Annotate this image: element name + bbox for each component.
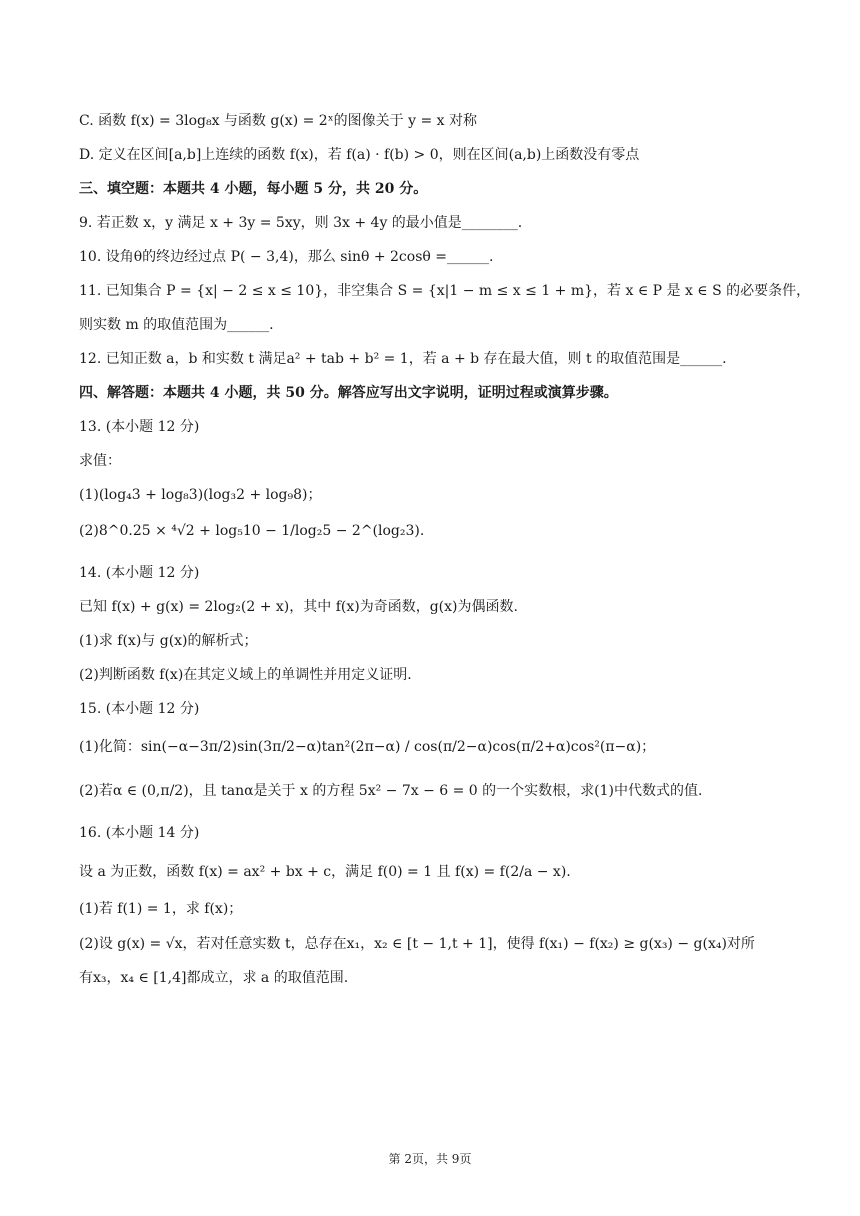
question-10: 10. 设角θ的终边经过点 P( − 3,4)，那么 sinθ + 2cosθ =______. — [79, 249, 494, 265]
question-14-stem: 已知 f(x) + g(x) = 2log₂(2 + x)，其中 f(x)为奇函数，g(x)为偶函数. — [79, 599, 518, 615]
option-c: C. 函数 f(x) = 3log₈x 与函数 g(x) = 2ˣ的图像关于 y = x 对称 — [79, 113, 477, 129]
question-13-prompt: 求值： — [79, 453, 121, 469]
question-15-title: 15. (本小题 12 分) — [79, 701, 200, 717]
question-14-part-2: (2)判断函数 f(x)在其定义域上的单调性并用定义证明. — [79, 667, 412, 683]
option-d: D. 定义在区间[a,b]上连续的函数 f(x)，若 f(a) · f(b) > 0，则在区间(a,b)上函数没有零点 — [79, 147, 640, 163]
question-11-line-1: 11. 已知集合 P = {x| − 2 ≤ x ≤ 10}，非空集合 S = {x|1 − m ≤ x ≤ 1 + m}，若 x ∈ P 是 x ∈ S 的必要条件， — [79, 283, 811, 299]
question-13-part-2: (2)8^0.25 × ⁴√2 + log₅10 − 1/log₂5 − 2^(log₂3). — [79, 523, 425, 539]
question-14-part-1: (1)求 f(x)与 g(x)的解析式； — [79, 633, 258, 649]
section-heading-solutions: 四、解答题：本题共 4 小题，共 50 分。解答应写出文字说明，证明过程或演算步骤。 — [79, 385, 618, 401]
question-13-title: 13. (本小题 12 分) — [79, 419, 200, 435]
page-footer: 第 2页，共 9页 — [388, 1152, 472, 1166]
question-16-part-2-line-1: (2)设 g(x) = √x，若对任意实数 t，总存在x₁，x₂ ∈ [t − 1,t + 1]，使得 f(x₁) − f(x₂) ≥ g(x₃) − g(x₄)对所 — [79, 936, 755, 952]
question-16-part-2-line-2: 有x₃，x₄ ∈ [1,4]都成立，求 a 的取值范围. — [79, 970, 349, 986]
question-13-part-1: (1)(log₄3 + log₈3)(log₃2 + log₉8)； — [79, 487, 322, 503]
question-16-stem: 设 a 为正数，函数 f(x) = ax² + bx + c，满足 f(0) = 1 且 f(x) = f(2/a − x). — [79, 864, 571, 880]
question-16-part-1: (1)若 f(1) = 1，求 f(x)； — [79, 901, 243, 917]
question-12: 12. 已知正数 a，b 和实数 t 满足a² + tab + b² = 1，若 a + b 存在最大值，则 t 的取值范围是______. — [79, 351, 727, 367]
question-15-part-1: (1)化简：sin(−α−3π/2)sin(3π/2−α)tan²(2π−α) / cos(π/2−α)cos(π/2+α)cos²(π−α)； — [79, 739, 656, 755]
question-16-title: 16. (本小题 14 分) — [79, 825, 200, 841]
question-15-part-2: (2)若α ∈ (0,π/2)，且 tanα是关于 x 的方程 5x² − 7x − 6 = 0 的一个实数根，求(1)中代数式的值. — [79, 783, 703, 799]
section-heading-fill-in: 三、填空题：本题共 4 小题，每小题 5 分，共 20 分。 — [79, 181, 428, 197]
question-14-title: 14. (本小题 12 分) — [79, 565, 200, 581]
question-11-line-2: 则实数 m 的取值范围为______. — [79, 317, 274, 333]
question-9: 9. 若正数 x，y 满足 x + 3y = 5xy，则 3x + 4y 的最小值是________. — [79, 215, 523, 231]
